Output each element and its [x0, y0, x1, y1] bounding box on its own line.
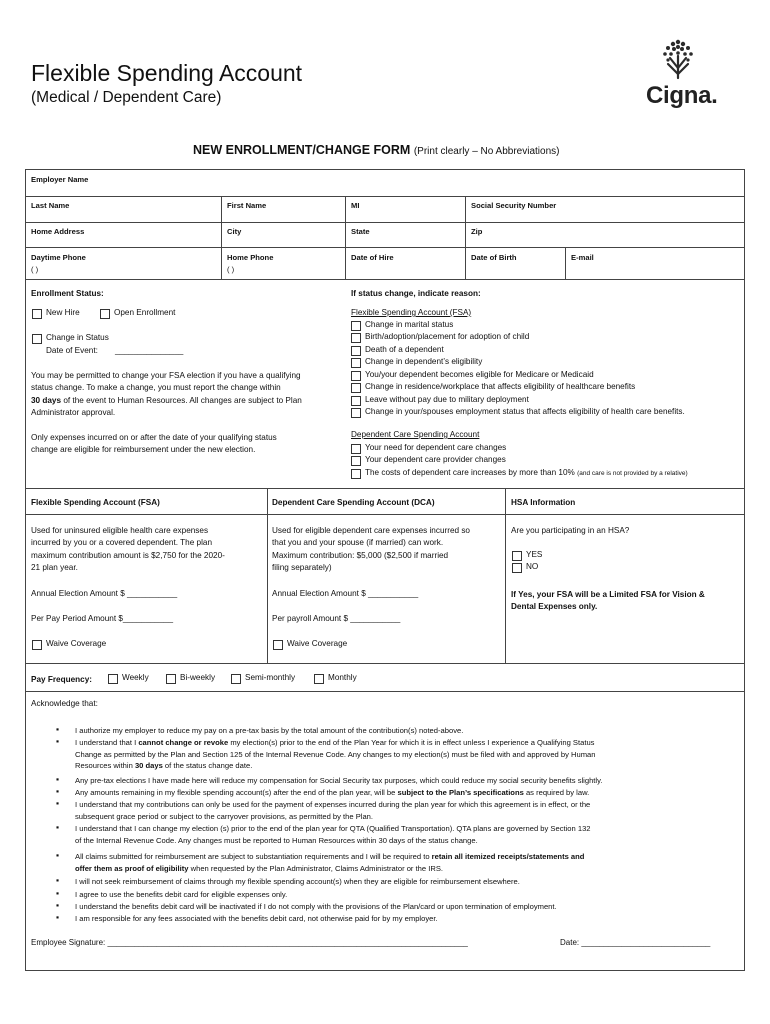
reason-checkbox[interactable] [351, 321, 361, 331]
ack-text: when requested by the Plan Administrator, Claims Administrator or the IRS. [188, 863, 444, 873]
reason-label: Change in marital status [365, 320, 454, 329]
bullet-icon: ▪ [56, 798, 60, 808]
dca-annual-election-input[interactable]: Annual Election Amount $ ___________ [272, 589, 419, 598]
reason-label: You/your dependent becomes eligible for Medicare or Medicaid [365, 370, 594, 379]
reason-label: Change in dependent’s eligibility [365, 357, 483, 366]
acknowledge-item [75, 851, 720, 874]
dca-section-title: Dependent Care Spending Account (DCA) [272, 498, 435, 507]
state-field[interactable]: State [351, 227, 370, 236]
dca-desc-line: that you and your spouse (if married) can work. [272, 538, 444, 548]
para1-line4: Administrator approval. [31, 408, 116, 418]
para1-bold: 30 days [31, 395, 62, 405]
acknowledge-item [75, 737, 720, 772]
ack-text: I understand that my contributions can only be used for the payment of expenses incurred during the plan year for which this agreement is in effect, or the [75, 800, 591, 809]
reason-label: Death of a dependent [365, 345, 444, 354]
ack-text: Change as permitted by the Plan and Section 125 of the Internal Revenue Code. Any changes to my election(s) must be filed with and approved by Human [75, 749, 596, 759]
open-enrollment-checkbox[interactable] [100, 309, 110, 319]
pay-frequency-label: Pay Frequency: [31, 675, 92, 684]
dca-desc-line: Used for eligible dependent care expenses incurred so [272, 526, 470, 535]
fsa-desc-line: maximum contribution amount is $2,750 for the 2020- [31, 550, 225, 560]
reason-checkbox[interactable] [351, 346, 361, 356]
reason-checkbox[interactable] [351, 333, 361, 343]
email-field[interactable]: E-mail [571, 253, 594, 262]
reason-label [365, 467, 688, 481]
ack-text: Resources within [75, 761, 135, 771]
change-in-status-checkbox[interactable] [32, 334, 42, 344]
dca-waive-checkbox[interactable] [273, 640, 283, 650]
bullet-icon: ▪ [56, 822, 60, 832]
ack-bold: subject to the Plan’s specifications [397, 788, 524, 797]
date-of-hire-field[interactable]: Date of Hire [351, 253, 394, 262]
biweekly-checkbox[interactable] [166, 674, 176, 684]
hsa-yes-checkbox[interactable] [512, 551, 522, 561]
dca-desc-line: Maximum contribution: $5,000 ($2,500 if married [272, 550, 449, 560]
ack-text: subsequent grace period or subject to the carryover provisions, as permitted by the Plan. [75, 811, 374, 821]
reason-checkbox[interactable] [351, 444, 361, 454]
ack-bold: offer them as proof of eligibility [75, 863, 189, 873]
ack-text: All claims submitted for reimbursement are subject to substantiation requirements and I will be required to [75, 852, 432, 861]
reason-checkbox[interactable] [351, 408, 361, 418]
city-field[interactable]: City [227, 227, 242, 236]
new-hire-label: New Hire [46, 308, 80, 317]
fsa-per-pay-period-input[interactable]: Per Pay Period Amount $___________ [31, 614, 174, 623]
fsa-waive-checkbox[interactable] [32, 640, 42, 650]
ack-bold: retain all itemized receipts/statements and [431, 852, 585, 861]
home-phone-paren: ( ) [227, 265, 235, 274]
reason-checkbox[interactable] [351, 383, 361, 393]
first-name-field[interactable]: First Name [227, 201, 267, 210]
acknowledge-item: I authorize my employer to reduce my pay on a pre-tax basis by the total amount of the contribution(s) noted-above. [75, 726, 464, 735]
dca-waive-label: Waive Coverage [287, 639, 348, 648]
ack-text: as required by law. [523, 788, 590, 797]
reason-label: Birth/adoption/placement for adoption of child [365, 332, 530, 341]
expenses-paragraph [31, 432, 341, 457]
reason-note: (and care is not provided by a relative) [577, 470, 688, 477]
daytime-phone-paren: ( ) [31, 265, 39, 274]
para2-line1: Only expenses incurred on or after the date of your qualifying status [31, 433, 277, 442]
reason-label: Your dependent care provider changes [365, 455, 506, 464]
fsa-reasons-heading: Flexible Spending Account (FSA) [351, 308, 472, 317]
reason-label-text: The costs of dependent care increases by more than 10% [365, 468, 575, 477]
ssn-field[interactable]: Social Security Number [471, 201, 557, 210]
weekly-label: Weekly [122, 673, 149, 682]
para1-line3 [31, 395, 341, 407]
acknowledge-item [75, 787, 720, 799]
bullet-icon: ▪ [56, 736, 60, 746]
dca-description [272, 525, 504, 575]
zip-field[interactable]: Zip [471, 227, 483, 236]
dca-reasons-heading: Dependent Care Spending Account [351, 430, 480, 439]
acknowledge-label: Acknowledge that: [31, 699, 98, 708]
bullet-icon: ▪ [56, 724, 60, 734]
bullet-icon: ▪ [56, 774, 60, 784]
para1-line1: You may be permitted to change your FSA election if you have a qualifying [31, 371, 301, 380]
new-hire-checkbox[interactable] [32, 309, 42, 319]
para2-line2: change are eligible for reimbursement under the new election. [31, 445, 256, 455]
hsa-section-title: HSA Information [511, 498, 576, 507]
status-change-paragraph [31, 370, 341, 420]
last-name-field[interactable]: Last Name [31, 201, 70, 210]
hsa-no-label: NO [526, 562, 539, 571]
form-title [193, 143, 559, 157]
fsa-waive-label: Waive Coverage [46, 639, 107, 648]
date-of-event-input[interactable]: _______________ [115, 346, 184, 355]
cigna-logo: Cigna. [646, 82, 718, 109]
date-of-event-label: Date of Event: [46, 346, 98, 355]
bullet-icon: ▪ [56, 786, 60, 796]
monthly-label: Monthly [328, 673, 357, 682]
biweekly-label: Bi-weekly [180, 673, 216, 682]
fsa-desc-line: incurred by you or a covered dependent. The plan [31, 538, 213, 548]
ack-text: my election(s) prior to the end of the Plan Year for which it is in effect unless I experience a Qualifying Status [228, 738, 595, 747]
acknowledge-item: I will not seek reimbursement of claims through my flexible spending account(s) when they are eligible for reimbursement elsewhere. [75, 877, 520, 886]
mi-field[interactable]: MI [351, 201, 360, 210]
ack-text: Any amounts remaining in my flexible spending account(s) after the end of the plan year, will be [75, 788, 398, 797]
fsa-desc-line: 21 plan year. [31, 563, 78, 573]
reason-checkbox[interactable] [351, 358, 361, 368]
acknowledge-item: I understand the benefits debit card will be inactivated if I do not comply with the provisions of the Plan/card or upon termination of employment. [75, 902, 557, 911]
reason-label: Your need for dependent care changes [365, 443, 507, 452]
ack-bold: cannot change or revoke [138, 738, 229, 747]
ack-text: of the status change date. [162, 761, 253, 771]
ack-text: of the Internal Revenue Code. Any changes must be reported to Human Resources within 30 days of the status change. [75, 835, 478, 845]
bullet-icon: ▪ [56, 912, 60, 922]
form-title-text: NEW ENROLLMENT/CHANGE FORM [193, 143, 411, 157]
change-in-status-label: Change in Status [46, 333, 109, 342]
home-address-field[interactable]: Home Address [31, 227, 85, 236]
page-subtitle: (Medical / Dependent Care) [31, 89, 222, 106]
para1-line3-rest: of the event to Human Resources. All changes are subject to Plan [61, 395, 302, 405]
bullet-icon: ▪ [56, 900, 60, 910]
reason-label: Change in your/spouses employment status that affects eligibility of health care benefits. [365, 407, 685, 416]
acknowledge-item [75, 799, 720, 822]
acknowledge-item [75, 823, 720, 846]
semimonthly-checkbox[interactable] [231, 674, 241, 684]
monthly-checkbox[interactable] [314, 674, 324, 684]
bullet-icon: ▪ [56, 875, 60, 885]
reason-checkbox[interactable] [351, 396, 361, 406]
reason-checkbox[interactable] [351, 371, 361, 381]
reason-label: Change in residence/workplace that affects eligibility of healthcare benefits [365, 382, 636, 391]
hsa-no-checkbox[interactable] [512, 563, 522, 573]
ack-bold: 30 days [134, 761, 163, 771]
hsa-question: Are you participating in an HSA? [511, 526, 630, 535]
employer-name-field[interactable]: Employer Name [31, 175, 89, 184]
acknowledge-item: Any pre-tax elections I have made here will reduce my compensation for Social Security tax purposes, which could reduce my social security benefits slightly. [75, 776, 603, 785]
semimonthly-label: Semi-monthly [245, 673, 296, 682]
dca-per-payroll-input[interactable]: Per payroll Amount $ ___________ [272, 614, 401, 623]
ack-text: I understand that I can change my election (s) prior to the end of the plan year for QTA (Qualified Transportation). QTA plans are governed by Section 132 [75, 824, 591, 833]
reason-checkbox[interactable] [351, 456, 361, 466]
fsa-section-title: Flexible Spending Account (FSA) [31, 498, 160, 507]
fsa-annual-election-input[interactable]: Annual Election Amount $ ___________ [31, 589, 178, 598]
hsa-yes-label: YES [526, 550, 543, 559]
acknowledge-item: I agree to use the benefits debit card for eligible expenses only. [75, 890, 288, 899]
page-title: Flexible Spending Account [31, 60, 303, 86]
fsa-description [31, 525, 263, 575]
weekly-checkbox[interactable] [108, 674, 118, 684]
fsa-desc-line: Used for uninsured eligible health care expenses [31, 526, 209, 535]
hsa-limited-note-line2: Dental Expenses only. [511, 602, 598, 611]
bullet-icon: ▪ [56, 888, 60, 898]
enrollment-status-label: Enrollment Status: [31, 289, 104, 298]
bullet-icon: ▪ [56, 850, 60, 860]
form-title-note: (Print clearly – No Abbreviations) [413, 146, 560, 157]
para1-line2: status change. To make a change, you must report the change within [31, 383, 281, 393]
reason-label: Leave without pay due to military deployment [365, 395, 529, 404]
status-reason-label: If status change, indicate reason: [351, 289, 481, 298]
date-of-birth-field[interactable]: Date of Birth [471, 253, 517, 262]
acknowledge-item: I am responsible for any fees associated with the benefits debit card, not otherwise paid for by my employer. [75, 914, 438, 923]
employee-signature-field[interactable]: Employee Signature: _________________________________________________________________________________ [31, 938, 468, 947]
ack-text: I understand that I [75, 738, 139, 747]
dca-desc-line: filing separately) [272, 563, 332, 573]
hsa-limited-note-line1: If Yes, your FSA will be a Limited FSA for Vision & [511, 590, 705, 599]
daytime-phone-field[interactable]: Daytime Phone [31, 253, 86, 262]
reason-checkbox[interactable] [351, 469, 361, 479]
signature-date-field[interactable]: Date: _____________________________ [560, 938, 711, 947]
home-phone-field[interactable]: Home Phone [227, 253, 274, 262]
open-enrollment-label: Open Enrollment [114, 308, 176, 317]
